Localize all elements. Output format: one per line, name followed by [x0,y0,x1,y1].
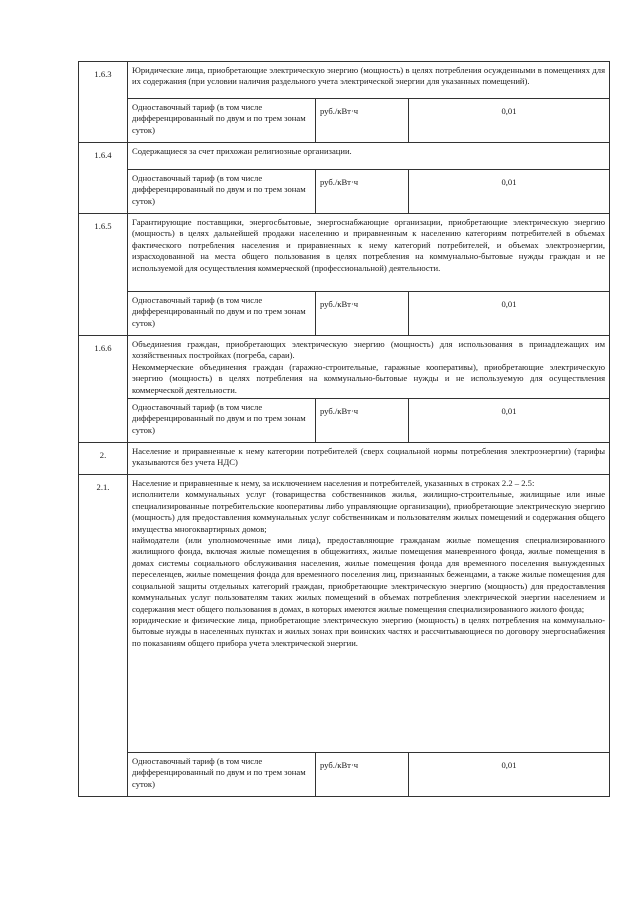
row-description [128,443,610,475]
description-paragraph: юридические и физические лица, приобретающие электрическую энергию (мощность) в целях потребления на коммунально-бытовые нужды в населенных пунктах и жилых зонах при воинских частях и рассчитывающиеся по договору энергоснабжения по показаниям общего прибора учета электрической энергии. [132,614,606,648]
tariff-value: 0,01 [409,292,610,336]
row-description [128,336,610,399]
tariff-value: 0,01 [409,99,610,143]
row-number: 1.6.5 [79,214,128,336]
tariff-label: Одноставочный тариф (в том числе дифференцированный по двум и по трем зонам суток) [128,753,316,797]
tariff-value: 0,01 [409,399,610,443]
tariff-unit: руб./кВт·ч [316,292,409,336]
description-paragraph: Объединения граждан, приобретающих электрическую энергию (мощность) для использования в принадлежащих им хозяйственных постройках (погреба, сараи). [132,339,606,361]
section-row [79,475,610,753]
tariff-row [79,399,610,443]
tariff-row [79,99,610,143]
tariff-row [79,753,610,797]
row-number: 1.6.4 [79,143,128,214]
description-paragraph: исполнители коммунальных услуг (товарищества собственников жилья, жилищно-строительные, жилищные или иные специализированные потребительские кооперативы либо управляющие организации), приобретающие электрическую энергию (мощность) для предоставления коммунальных услуг собственникам и пользователям жилых помещений и содержания общего имущества многоквартирных домов; [132,489,606,534]
section-row [79,336,610,399]
row-number: 1.6.6 [79,336,128,443]
row-number: 2.1. [79,475,128,797]
section-row [79,443,610,475]
tariff-value: 0,01 [409,170,610,214]
tariff-value: 0,01 [409,753,610,797]
description-paragraph: Юридические лица, приобретающие электрическую энергию (мощность) в целях потребления осужденными в помещениях для их содержания (при условии наличия раздельного учета электрической энергии для указанных помещений). [132,65,606,87]
tariff-table [78,61,610,797]
tariff-unit: руб./кВт·ч [316,99,409,143]
section-row [79,62,610,99]
description-paragraph: наймодатели (или уполномоченные ими лица), предоставляющие гражданам жилые помещения специализированного жилищного фонда, включая жилые помещения в общежитиях, жилые помещения маневренного фонда, жилые помещения в домах системы социального обслуживания населения, жилые помещения фонда для временного поселения вынужденных переселенцев, жилые помещения фонда для временного поселения лиц, признанных беженцами, а также жилые помещения для социальной защиты отдельных категорий граждан, приобретающие электрическую энергию (мощность) для предоставления коммунальных услуг пользователям таких жилых помещений в объемах потребления электрической энергии населением и содержания мест общего пользования в домах, в которых имеются жилые помещения специализированного жилого фонда; [132,535,606,614]
tariff-unit: руб./кВт·ч [316,170,409,214]
tariff-document-page [78,61,609,797]
description-paragraph: Содержащиеся за счет прихожан религиозные организации. [132,146,352,156]
tariff-label: Одноставочный тариф (в том числе дифференцированный по двум и по трем зонам суток) [128,170,316,214]
row-description [128,475,610,753]
tariff-unit: руб./кВт·ч [316,753,409,797]
tariff-row [79,292,610,336]
row-description [128,214,610,292]
row-number: 1.6.3 [79,62,128,143]
section-row [79,214,610,292]
description-paragraph: Гарантирующие поставщики, энергосбытовые, энергоснабжающие организации, приобретающие электрическую энергию (мощность) в целях дальнейшей продажи населению и приравненным к населению категориям потребителей в объемах фактического потребления населения и приравненных к нему категорий потребителей, и объемах электроэнергии, израсходованной на места общего пользования в целях потребления на коммунально-бытовые нужды граждан и не используемой для осуществления коммерческой (профессиональной) деятельности. [132,217,606,273]
tariff-label: Одноставочный тариф (в том числе дифференцированный по двум и по трем зонам суток) [128,292,316,336]
tariff-unit: руб./кВт·ч [316,399,409,443]
description-paragraph: Население и приравненные к нему категории потребителей (сверх социальной нормы потребления электроэнергии) (тарифы указываются без учета НДС) [132,446,606,468]
section-row [79,143,610,170]
row-number: 2. [79,443,128,475]
tariff-label: Одноставочный тариф (в том числе дифференцированный по двум и по трем зонам суток) [128,399,316,443]
description-paragraph: Некоммерческие объединения граждан (гаражно-строительные, гаражные кооперативы), приобретающие электрическую энергию (мощность) в целях потребления на коммунально-бытовые нужды и не используемую для осуществления коммерческой деятельности. [132,361,606,395]
row-description [128,62,610,99]
tariff-table-body [79,62,610,797]
row-description [128,143,610,170]
tariff-label: Одноставочный тариф (в том числе дифференцированный по двум и по трем зонам суток) [128,99,316,143]
tariff-row [79,170,610,214]
description-paragraph: Население и приравненные к нему, за исключением населения и потребителей, указанных в строках 2.2 – 2.5: [132,478,535,489]
